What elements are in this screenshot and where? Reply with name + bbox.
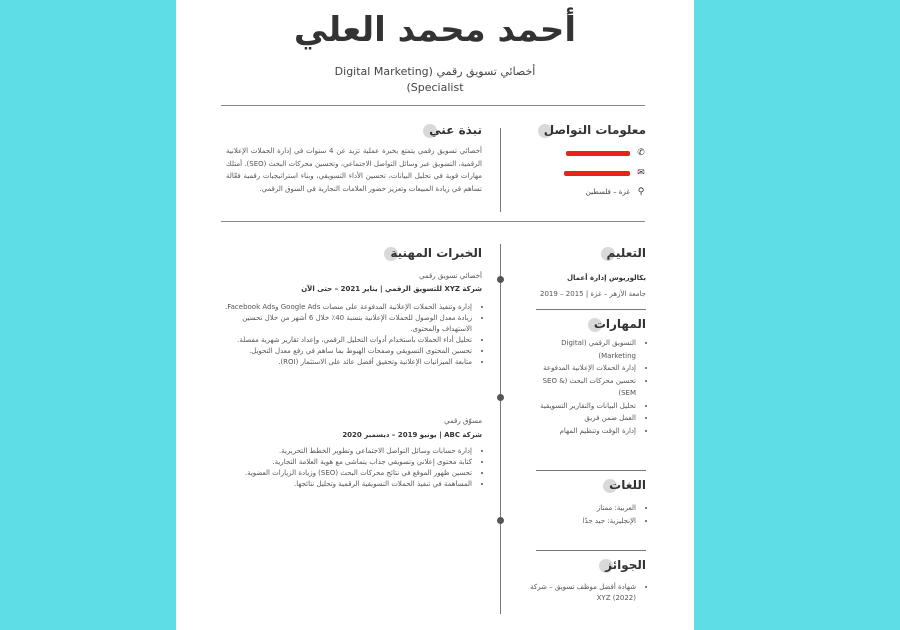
list-item: • إدارة حسابات وسائل التواصل الاجتماعي وتطوير الخطط التحريرية.	[214, 446, 472, 457]
list-item: • تحسين محركات البحث (SEO & SEM)	[528, 375, 636, 400]
phone-icon: ✆	[637, 148, 645, 158]
job-role: مسوّق رقمي	[444, 417, 482, 425]
list-item: • إدارة الحملات الإعلانية المدفوعة	[528, 362, 636, 375]
skills-divider	[536, 470, 646, 471]
education-heading: التعليم	[607, 246, 647, 260]
education-divider	[536, 309, 646, 310]
location-text: غزة – فلسطين	[585, 188, 630, 196]
list-item: • إدارة الوقت وتنظيم المهام	[528, 425, 636, 438]
upper-column-divider	[500, 128, 501, 212]
list-item: • العمل ضمن فريق	[528, 412, 636, 425]
person-name: أحمد محمد العلي	[293, 10, 577, 50]
skills-list	[528, 337, 646, 437]
list-item: • كتابة محتوى إعلاني وتسويقي جذاب يتماشى مع هوية العلامة التجارية.	[214, 457, 472, 468]
awards-list	[528, 582, 646, 604]
skills-heading: المهارات	[594, 317, 646, 331]
resume-page	[176, 0, 694, 630]
list-item: • التسويق الرقمي (Digital Marketing)	[528, 337, 636, 362]
languages-heading: اللغات	[609, 478, 646, 492]
list-item: • شهادة أفضل موظف تسويق – شركة XYZ (2022)	[528, 582, 636, 604]
education-degree: بكالوريوس إدارة أعمال	[566, 274, 646, 282]
redacted-email	[564, 171, 630, 176]
list-item: • تحليل أداء الحملات باستخدام أدوات التحليل الرقمي، وإعداد تقارير شهرية مفصلة.	[214, 335, 472, 346]
timeline-line	[500, 244, 501, 614]
list-item: • تحليل البيانات والتقارير التسويقية	[528, 400, 636, 413]
job-bullets	[214, 446, 482, 490]
list-item: • المساهمة في تنفيذ الحملات التسويقية الرقمية وتحليل نتائجها.	[214, 479, 472, 490]
email-icon: ✉	[637, 168, 645, 178]
timeline-dot	[497, 517, 504, 524]
timeline-dot	[497, 276, 504, 283]
education-details: جامعة الأزهر – غزة | 2015 – 2019	[540, 290, 646, 298]
list-item: • متابعة الميزانيات الإعلانية وتحقيق أفضل عائد على الاستثمار (ROI).	[214, 357, 472, 368]
job-role: أخصائي تسويق رقمي	[419, 272, 482, 280]
job-company-line: شركة ABC | يونيو 2019 – ديسمبر 2020	[342, 431, 482, 439]
languages-divider	[536, 550, 646, 551]
header-divider	[221, 105, 645, 106]
job-company-line: شركة XYZ للتسويق الرقمي | يناير 2021 – حتى الآن	[301, 285, 482, 293]
list-item: • العربية: ممتاز	[528, 502, 636, 515]
languages-list	[528, 502, 646, 527]
about-heading: نبذة عني	[429, 123, 482, 137]
list-item: • تحسين المحتوى التسويقي وصفحات الهبوط بما ساهم في رفع معدل التحويل.	[214, 346, 472, 357]
contact-heading: معلومات التواصل	[544, 123, 646, 137]
awards-heading: الجوائز	[605, 558, 646, 572]
timeline-dot	[497, 394, 504, 401]
job-title: أخصائي تسويق رقمي (Digital Marketing Specialist)	[334, 65, 536, 94]
list-item: • زيادة معدل الوصول للحملات الإعلانية بنسبة 40٪ خلال 6 أشهر من خلال تحسين الاستهداف والمحتوى.	[214, 313, 472, 335]
experience-heading: الخبرات المهنية	[390, 246, 482, 260]
list-item: • الإنجليزية: جيد جدًا	[528, 515, 636, 528]
list-item: • إدارة وتنفيذ الحملات الإعلانية المدفوعة على منصات Google Ads وFacebook Ads.	[214, 302, 472, 313]
phone-row	[566, 148, 646, 158]
location-row	[586, 187, 646, 197]
location-pin-icon: ⚲	[637, 187, 645, 197]
about-divider	[221, 221, 645, 222]
redacted-phone	[566, 151, 630, 156]
email-row	[564, 168, 646, 178]
about-text: أخصائي تسويق رقمي يتمتع بخبرة عملية تزيد عن 4 سنوات في إدارة الحملات الإعلانية الرقمية، التسويق عبر وسائل التواصل الاجتماعي، وتحسين محركات البحث (SEO). أمتلك مهارات قوية في تحليل البيانات، تحسين الأداء التسويقي، وبناء استراتيجيات رقمية فعّالة تساهم في زيادة المبيعات وتعزيز حضور العلامات التجارية في السوق الرقمي.	[226, 147, 482, 193]
job-bullets	[214, 302, 482, 368]
list-item: • تحسين ظهور الموقع في نتائج محركات البحث (SEO) وزيادة الزيارات العضوية.	[214, 468, 472, 479]
